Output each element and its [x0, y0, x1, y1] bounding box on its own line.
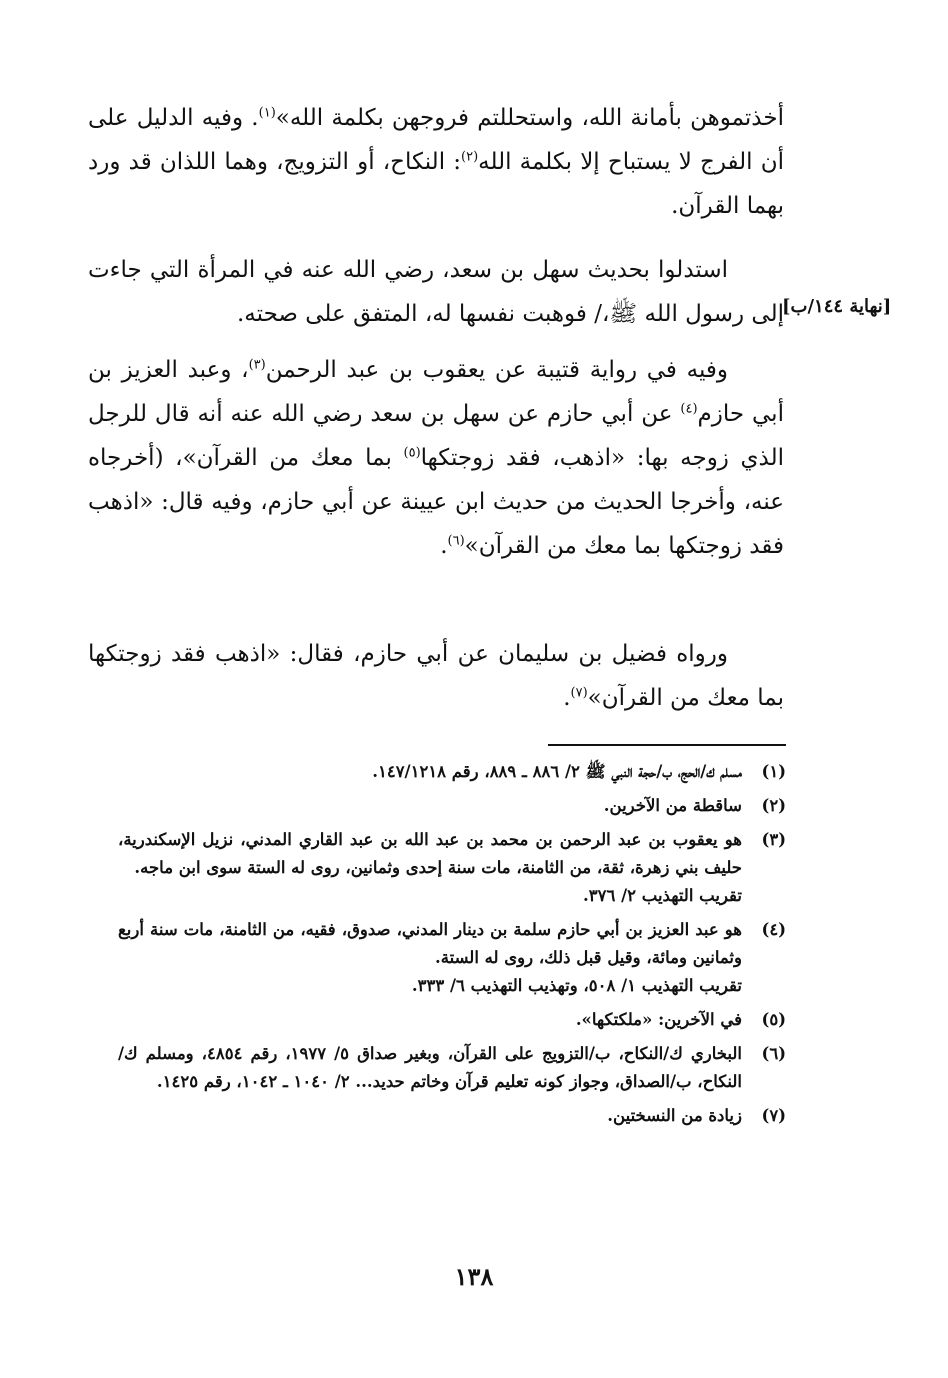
- main-text-block: [88, 632, 784, 720]
- footnote-line: مسلم ك/الحج، ب/حجة النبي ﷺ ٢/ ٨٨٦ ـ ٨٨٩، رقم ١٤٧/١٢١٨.: [372, 762, 742, 781]
- footnote-number: (٥): [761, 1010, 786, 1029]
- main-text-block: [88, 96, 784, 228]
- text-run: بما معك من القرآن»، (أخرجاه عنه، وأخرجا الحديث من حديث ابن عيينة عن أبي حازم، وفيه قال: «اذهب فقد زوجتكها بما معك من القرآن»: [88, 445, 784, 559]
- footnote-line: في الآخرين: «ملكتكها».: [575, 1010, 742, 1029]
- footnote-ref: (٧): [570, 685, 588, 701]
- footnote-line: ساقطة من الآخرين.: [603, 796, 742, 815]
- footnote-ref: (٥): [403, 445, 421, 461]
- footnote-number: (٢): [761, 796, 786, 815]
- footnote-line: البخاري ك/النكاح، ب/التزويج على القرآن، وبغير صداق ٥/ ١٩٧٧، رقم ٤٨٥٤، ومسلم ك/النكاح، ب/الصداق، وجواز كونه تعليم قرآن وخاتم حديد... ٢/ ١٠٤٠ ـ ١٠٤٢، رقم ١٤٢٥.: [118, 1044, 742, 1091]
- paragraph-1: [88, 96, 784, 228]
- footnote-line: هو يعقوب بن عبد الرحمن بن محمد بن عبد الله بن عبد القاري المدني، نزيل الإسكندرية، حليف بني زهرة، ثقة، من الثامنة، مات سنة إحدى وثمانين، روى له الستة سوى ابن ماجه.: [118, 830, 742, 877]
- footnote-line: تقريب التهذيب ١/ ٥٠٨، وتهذيب التهذيب ٦/ ٣٣٣.: [411, 976, 742, 995]
- text-run: ، وعبد العزيز بن أبي حازم: [88, 357, 784, 427]
- footnote-separator: [548, 744, 786, 746]
- footnote: [118, 792, 786, 820]
- footnote-ref: (٣): [248, 357, 266, 373]
- footnote-line: هو عبد العزيز بن أبي حازم سلمة بن دينار المدني، صدوق، فقيه، من الثامنة، مات سنة أربع وثمانين ومائة، وقيل قبل ذلك، روى له الستة.: [118, 920, 742, 967]
- footnote: [118, 758, 786, 786]
- footnotes: [118, 758, 786, 1136]
- footnote-text: [118, 792, 742, 820]
- manuscript-margin-note: [نهاية ١٤٤/ب]: [782, 296, 892, 317]
- footnote-text: [118, 1102, 742, 1130]
- text-run: عن أبي حازم عن سهل بن سعد رضي الله عنه أنه قال للرجل الذي زوجه بها: «اذهب، فقد زوجتكها: [88, 401, 785, 471]
- footnote-text: [118, 1006, 742, 1034]
- paragraph-2: استدلوا بحديث سهل بن سعد، رضي الله عنه في المرأة التي جاءت إلى رسول الله ﷺ،/ فوهبت نفسها له، المتفق على صحته.: [88, 257, 784, 327]
- paragraph-4: [88, 632, 784, 720]
- footnote: [118, 1006, 786, 1034]
- footnote: [118, 826, 786, 910]
- footnote: [118, 1040, 786, 1096]
- main-text-block: [88, 348, 784, 568]
- footnote-number: (٧): [761, 1106, 786, 1125]
- footnote-text: [118, 758, 742, 786]
- footnote-number: (٦): [761, 1044, 786, 1063]
- footnote: [118, 916, 786, 1000]
- footnote-ref: (٦): [447, 533, 465, 549]
- footnote-text: [118, 826, 742, 910]
- footnote-text: [118, 1040, 742, 1096]
- footnote-number: (٤): [761, 920, 786, 939]
- page-number: ١٣٨: [454, 1262, 494, 1291]
- text-run: ورواه فضيل بن سليمان عن أبي حازم، فقال: «اذهب فقد زوجتكها بما معك من القرآن»: [88, 641, 784, 711]
- text-run: . وفيه الدليل على أن الفرج لا يستباح إلا بكلمة الله: [88, 105, 785, 175]
- footnote-text: [118, 916, 742, 1000]
- footnote-ref: (٢): [461, 149, 479, 165]
- footnote-ref: (١): [258, 105, 276, 121]
- footnote-line: زيادة من النسختين.: [607, 1106, 742, 1125]
- text-run: وفيه في رواية قتيبة عن يعقوب بن عبد الرحمن: [265, 357, 728, 383]
- main-text-block: [88, 248, 784, 336]
- footnote-ref: (٤): [680, 401, 698, 417]
- text-run: .: [563, 685, 571, 711]
- footnote-number: (١): [761, 762, 786, 781]
- footnote-line: تقريب التهذيب ٢/ ٣٧٦.: [583, 886, 742, 905]
- text-run: : النكاح، أو التزويج، وهما اللذان قد ورد بهما القرآن.: [88, 149, 784, 219]
- footnote: [118, 1102, 786, 1130]
- text-run: أخذتموهن بأمانة الله، واستحللتم فروجهن بكلمة الله»: [275, 105, 784, 131]
- footnote-number: (٣): [761, 830, 786, 849]
- paragraph-3: [88, 348, 784, 568]
- text-run: .: [440, 533, 448, 559]
